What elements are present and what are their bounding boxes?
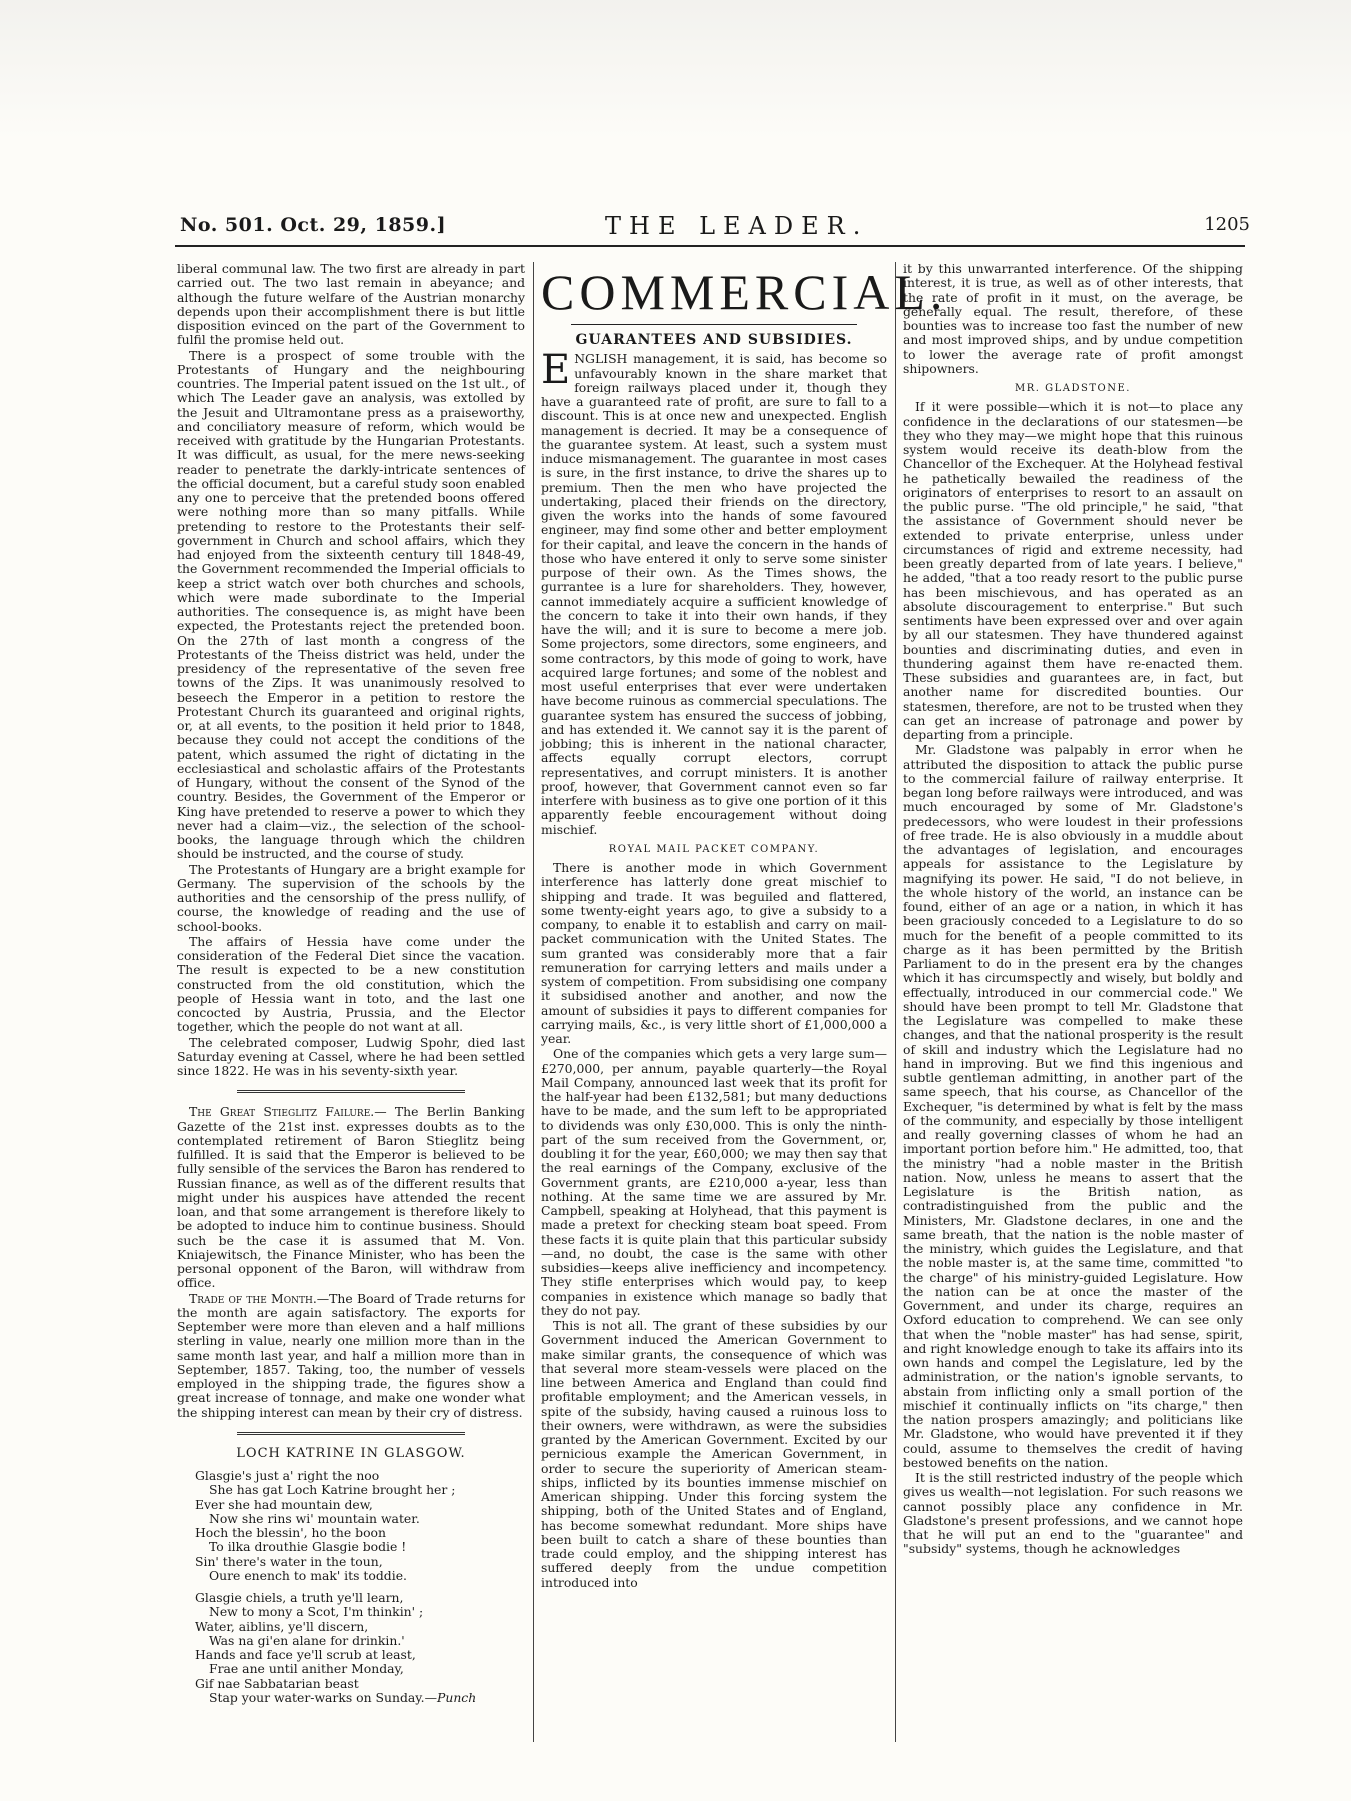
section-divider (237, 1432, 465, 1435)
poem-line: Was na gi'en alane for drinkin.' (209, 1632, 405, 1648)
poem-line: Water, aiblins, ye'll discern, (195, 1618, 369, 1634)
item-lead: Trade of the Month. (189, 1290, 317, 1306)
poem-line: Now she rins wi' mountain water. (209, 1510, 420, 1526)
poem-line: She has gat Loch Katrine brought her ; (209, 1482, 456, 1498)
poem-title: LOCH KATRINE IN GLASGOW. (236, 1445, 466, 1461)
paragraph-text: NGLISH management, it is said, has become so unfavourably known in the share market that foreign railways placed under it, though they have a guaranteed rate of profit, are sure to fall to a discount. This is at once new and unexpected. English management is decried. It may be a consequence of the guarantee system. At least, such a system must induce mismanagement. The guarantee in most cases is sure, in the first instance, to drive the shares up to premium. Then the men who have projected the undertaking, placed their friends on the directory, given the works into the hands of some favoured engineer, may find some other and better employment for their capital, and leave the concern in the hands of those who have entered it only to serve some sinister purpose of their own. As the Times shows, the gurrantee is a lure for shareholders. They, however, cannot immediately acquire a sufficient knowledge of the concern to take it into their own hands, if they have the will; and it is sure to become a mere job. Some projectors, some directors, some engineers, and some contractors, by this mode of going to work, have acquired large fortunes; and some of the noblest and most useful enterprises that ever were undertaken have become ruinous as commercial speculations. The guarantee system has ensured the success of jobbing, and has extended it. We cannot say it is the parent of jobbing; this is inherent in the national character, affects equally corrupt electors, corrupt representatives, and corrupt ministers. It is another proof, however, that Government cannot even so far interfere with business as to give one portion of it this apparently feeble encouragement without doing mischief. (541, 351, 887, 837)
subheading: ROYAL MAIL PACKET COMPANY. (608, 843, 820, 855)
issue-number-date: No. 501. Oct. 29, 1859.] (180, 214, 447, 236)
header-rule (175, 245, 1245, 247)
section-divider (237, 1090, 465, 1093)
news-item (177, 1292, 525, 1420)
poem-line: New to mony a Scot, I'm thinkin' ; (209, 1604, 424, 1620)
item-lead: The Great Stieglitz Failure. (189, 1104, 375, 1120)
paragraph: The affairs of Hessia have come under the consideration of the Federal Diet since the vacation. The result is expected to be a new constitution constructed from the old constitution, which the people of Hessia want in toto, and the last one concocted by Austria, Prussia, and the Elector together, which the people do not want at all. (177, 933, 525, 1035)
column-2 (541, 262, 948, 1742)
page-header (150, 212, 1250, 240)
paragraph: There is another mode in which Government interference has latterly done great mischief to shipping and trade. It was beguiled and flattered, some twenty-eight years ago, to give a subsidy to a company, to enable it to establish and carry on mail-packet communication with the United States. The sum granted was considerably more that a fair remuneration for carrying letters and mails under a system of competition. From subsidising one company it subsidised another and another, and now the amount of subsidies it pays to different companies for carrying mails, &c., is very little short of £1,000,000 a year. (541, 860, 887, 1046)
paragraph: The celebrated composer, Ludwig Spohr, died last Saturday evening at Cassel, where he had been settled since 1822. He was in his seventy-sixth year. (177, 1034, 525, 1078)
poem-line: Ever she had mountain dew, (195, 1496, 373, 1512)
poem-line: Frae ane until anither Monday, (209, 1661, 404, 1677)
paragraph: There is a prospect of some trouble with the Protestants of Hungary and the neighbouring countries. The Imperial patent issued on the 1st ult., of which The Leader gave an analysis, was extolled by the Jesuit and Ultramontane press as a praiseworthy, and conciliatory measure of reform, which would be received with gratitude by the Hungarian Protestants. It was difficult, as usual, for the mere news-seeking reader to penetrate the darkly-intricate sentences of the official document, but a careful study soon enabled any one to perceive that the pretended boons offered were nothing more than so many pitfalls. While pretending to restore to the Protestants their self-government in Church and school affairs, which they had enjoyed from the sixteenth century till 1848-49, the Government recommended the Imperial officials to keep a strict watch over both churches and schools, which were made subordinate to the Imperial authorities. The consequence is, as might have been expected, the Protestants reject the pretended boon. On the 27th of last month a congress of the Protestants of the Theiss district was held, under the presidency of the representative of the seven free towns of the Zips. It was unanimously resolved to beseech the Emperor in a petition to restore the Protestant Church its guaranteed and original rights, or, at all events, to the position it held prior to 1848, because they could not accept the conditions of the patent, which assumed the right of dictating in the ecclesiastical and scholastic affairs of the Protestants of Hungary, without the consent of the Synod of the country. Besides, the Government of the Emperor or King have pretended to reserve a power to which they never had a claim—viz., the selection of the school-books, the language through which the children should be instructed, and the course of study. (177, 347, 525, 862)
page-number: 1205 (1204, 214, 1250, 235)
paragraph: liberal communal law. The two first are already in part carried out. The two last remain in abeyance; and although the future welfare of the Austrian monarchy depends upon their accomplishment there is but little disposition evinced on the part of the Government to fulfil the promise held out. (177, 261, 525, 348)
item-body: — The Berlin Banking Gazette of the 21st inst. expresses doubts as to the contemplated retirement of Baron Stieglitz being fulfilled. It is said that the Emperor is believed to be fully sensible of the services the Baron has rendered to Russian finance, as well as of the different results that might under his auspices have attended the recent loan, and that some arrangement is therefore likely to be adopted to induce him to continue business. Should such be the case it is assumed that M. Von. Kniajewitsch, the Finance Minister, who has been the personal opponent of the Baron, will withdraw from office. (177, 1104, 525, 1291)
paragraph: This is not all. The grant of these subsidies by our Government induced the American Government to make similar grants, the consequence of which was that several more steam-vessels were placed on the line between America and England than could find profitable employment; and the American vessels, in spite of the subsidy, having caused a ruinous loss to their owners, were withdrawn, as were the subsidies granted by the American Government. Excited by our pernicious example the American Government, in order to secure the superiority of American steam-ships, inflicted by its bounties immense mischief on American shipping. Under this forcing system the shipping, both of the United States and of England, has become somewhat redundant. More ships have been built to catch a share of these bounties than trade could employ, and the shipping interest has suffered deeply from the undue competition introduced into (541, 1318, 887, 1590)
column-1 (177, 262, 525, 1742)
item-body: —The Board of Trade returns for the month are again satisfactory. The exports for September were more than eleven and a half millions sterling in value, nearly one million more than in the same month last year, and half a million more than in September, 1857. Taking, too, the number of vessels employed in the shipping trade, the figures show a great increase of tonnage, and make one wonder what the shipping interest can mean by their cry of distress. (177, 1290, 525, 1420)
poem-line: Sin' there's water in the toun, (195, 1553, 383, 1569)
article-heading: GUARANTEES AND SUBSIDIES. (575, 332, 853, 348)
poem-line: Hands and face ye'll scrub at least, (195, 1647, 416, 1662)
poem-line: Oure enench to mak' its toddie. (209, 1567, 407, 1583)
poem-source: —Punch (424, 1689, 477, 1705)
poem (177, 1469, 525, 1705)
masthead-rule (571, 324, 857, 325)
poem-line: Hoch the blessin', ho the boon (195, 1525, 386, 1540)
column-divider (533, 262, 534, 1742)
drop-cap: E (541, 347, 571, 394)
paragraph: The Protestants of Hungary are a bright example for Germany. The supervision of the schools by the authorities and the censorship of the press nullify, of course, the knowledge of reading and the use of school-books. (177, 861, 525, 934)
paragraph (541, 347, 887, 837)
poem-line: Glasgie's just a' right the noo (195, 1468, 380, 1483)
poem-line: To ilka drouthie Glasgie bodie ! (209, 1539, 407, 1555)
scan-top-margin (0, 0, 1351, 200)
paragraph: It is the still restricted industry of the people which gives us wealth—not legislation. For such reasons we cannot possibly place any confidence in Mr. Gladstone's present professions, and we cannot hope that he will put an end to the "guarantee" and "subsidy" systems, though he acknowledges (903, 1470, 1243, 1557)
poem-line: Gif nae Sabbatarian beast (195, 1675, 359, 1691)
paragraph: If it were possible—which it is not—to place any confidence in the declarations of our statesmen—be they who they may—we might hope that this ruinous system would receive its death-blow from the Chancellor of the Exchequer. At the Holyhead festival he pathetically bewailed the readiness of the originators of enterprises to resort to an assault on the public purse. "The old principle," he said, "that the assistance of Government should never be extended to private enterprise, unless under circumstances of rigid and extreme necessity, had been greatly departed from of late years. I believe," he added, "that a too ready resort to the public purse has been mischievous, and has operated as an absolute discouragement to enterprise." But such sentiments have been expressed over and over again by all our statesmen. They have thundered against bounties and discriminating duties, and even in thundering against them have re-enacted them. These subsidies and guarantees are, in fact, but another name for discredited bounties. Our statesmen, therefore, are not to be trusted when they can get an increase of patronage and power by departing from a principle. (903, 399, 1243, 742)
paragraph: One of the companies which gets a very large sum—£270,000, per annum, payable quarterly—the Royal Mail Company, announced last week that its profit for the half-year had been £132,581; but many deductions have to be made, and the sum left to be appropriated to dividends was only £30,000. This is only the ninth-part of the sum received from the Government, or, doubling it for the year, £60,000; we may then say that the real earnings of the Company, exclusive of the Government grants, are £210,000 a-year, less than nothing. At the same time we are assured by Mr. Campbell, speaking at Holyhead, that this payment is made a pretext for checking steam boat speed. From these facts it is quite plain that this particular subsidy—and, no doubt, the case is the same with other subsidies—keeps alive inefficiency and incompetency. They stifle enterprises which would pay, to keep companies in existence which manage so badly that they do not pay. (541, 1046, 887, 1318)
newspaper-title: THE LEADER. (605, 212, 869, 240)
subheading: MR. GLADSTONE. (1015, 383, 1131, 394)
poem-line-text: Stap your water-warks on Sunday. (209, 1689, 425, 1705)
section-masthead: COMMERCIAL. (541, 264, 948, 320)
column-divider (895, 262, 896, 1742)
paragraph: it by this unwarranted interference. Of the shipping interest, it is true, as well as of other interests, that the rate of profit in it must, on the average, be generally equal. The result, therefore, of these bounties was to increase too fast the number of new and most improved ships, and by undue competition to lower the average rate of profit amongst shipowners. (903, 261, 1243, 376)
column-3 (903, 262, 1243, 1742)
news-item (177, 1105, 525, 1290)
poem-line: Glasgie chiels, a truth ye'll learn, (195, 1590, 404, 1605)
paragraph: Mr. Gladstone was palpably in error when he attributed the disposition to attack the public purse to the commercial failure of railway enterprise. It began long before railways were introduced, and was much encouraged by some of Mr. Gladstone's predecessors, who were loudest in their professions of free trade. He is also obviously in a muddle about the advantages of legislation, and encourages appeals for assistance to the Legislature by magnifying its power. He said, "I do not believe, in the whole history of the world, an instance can be found, either of an age or a nation, in which it has been graciously conceded to a Legislature to do so much for the benefit of a people committed to its charge as it has been permitted by the British Parliament to do in the present era by the changes which it has circumspectly and wisely, but boldly and effectually, introduced in our commercial code." We should have been prompt to tell Mr. Gladstone that the Legislature was compelled to make these changes, and that the national prosperity is the result of skill and industry which the Legislature had no hand in improving. But we find this ingenious and subtle gentleman admitting, in another part of the same speech, that his course, as Chancellor of the Exchequer, "is determined by what is felt by the mass of the community, and especially by those intelligent and really governing classes of whom he had an important portion before him." He admitted, too, that the ministry "had a noble master in the British nation. Now, unless he means to assert that the Legislature is the British nation, as contradistinguished from the public and the Ministers, Mr. Gladstone declares, in one and the same breath, that the nation is the noble master of the ministry, which guides the Legislature, and that the noble master is, at the same time, committed "to the charge" of his ministry-guided Legislature. How the nation can be at once the master of the Government, and under its charge, requires an Oxford education to comprehend. We can see only that when the "noble master" has had sense, spirit, and right knowledge enough to take its affairs into its own hands and compel the Legislature, led by the administration, or the nation's ignoble servants, to abstain from inflicting only a small portion of the mischief it continually inflicts on "its charge," then the nation prospers amazingly; and politicians like Mr. Gladstone, who would have prevented it if they could, assume to themselves the credit of having bestowed benefits on the nation. (903, 742, 1243, 1470)
poem-line (195, 1691, 525, 1705)
